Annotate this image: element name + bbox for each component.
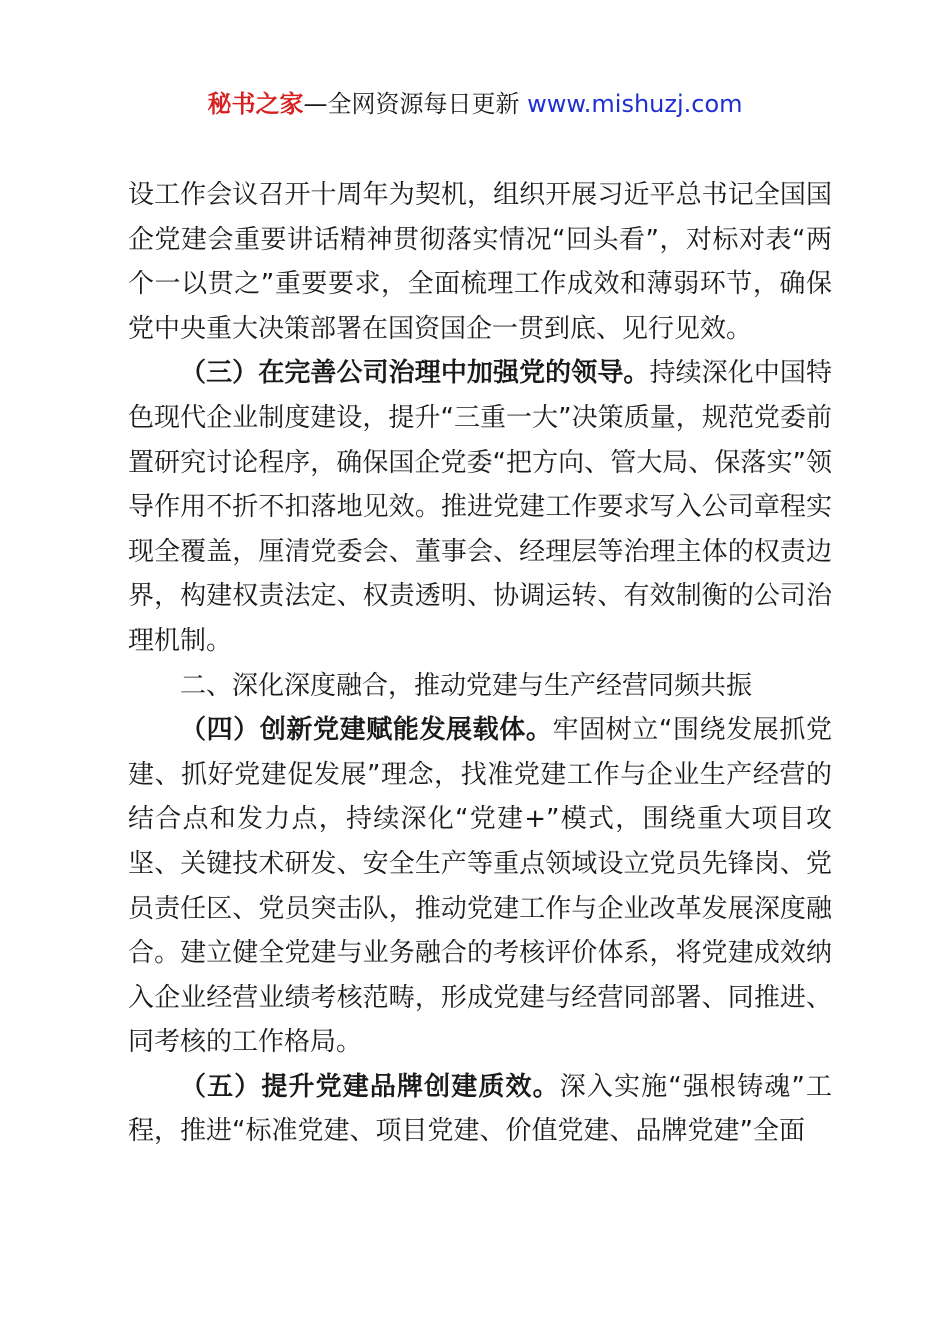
document-body: [128, 173, 832, 1154]
site-url[interactable]: www.mishuzj.com: [527, 90, 743, 118]
page-header: [0, 86, 950, 122]
paragraph-2: [128, 351, 832, 663]
site-slogan: —全网资源每日更新: [303, 90, 528, 118]
section-heading-4: （四）创新党建赋能发展载体。: [180, 715, 553, 746]
paragraph-4-text: 牢固树立“围绕发展抓党建、抓好党建促发展”理念，找准党建工作与企业生产经营的结合点和发力点，持续深化“党建+”模式，围绕重大项目攻坚、关键技术研发、安全生产等重点领域设立党员先锋岗、党员责任区、党员突击队，推动党建工作与企业改革发展深度融合。建立健全党建与业务融合的考核评价体系，将党建成效纳入企业经营业绩考核范畴，形成党建与经营同部署、同推进、同考核的工作格局。: [128, 715, 832, 1058]
paragraph-2-text: 持续深化中国特色现代企业制度建设，提升“三重一大”决策质量，规范党委前置研究讨论程序，确保国企党委“把方向、管大局、保落实”领导作用不折不扣落地见效。推进党建工作要求写入公司章程实现全覆盖，厘清党委会、董事会、经理层等治理主体的权责边界，构建权责法定、权责透明、协调运转、有效制衡的公司治理机制。: [128, 358, 832, 656]
paragraph-4: [128, 708, 832, 1065]
site-brand: 秘书之家: [207, 90, 304, 118]
paragraph-1: [128, 173, 832, 351]
paragraph-5-text: 深入实施“强根铸魂”工程，推进“标准党建、项目党建、价值党建、品牌党建”全面: [128, 1071, 832, 1147]
paragraph-5: [128, 1065, 832, 1154]
section-heading-2: [128, 664, 832, 709]
section-heading-2-text: 二、深化深度融合，推动党建与生产经营同频共振: [180, 670, 753, 701]
paragraph-1-text: 设工作会议召开十周年为契机，组织开展习近平总书记全国国企党建会重要讲话精神贯彻落实情况“回头看”，对标对表“两个一以贯之”重要要求，全面梳理工作成效和薄弱环节，确保党中央重大决策部署在国资国企一贯到底、见行见效。: [128, 180, 832, 344]
section-heading-3: （三）在完善公司治理中加强党的领导。: [180, 358, 650, 389]
section-heading-5: （五）提升党建品牌创建质效。: [180, 1071, 560, 1102]
